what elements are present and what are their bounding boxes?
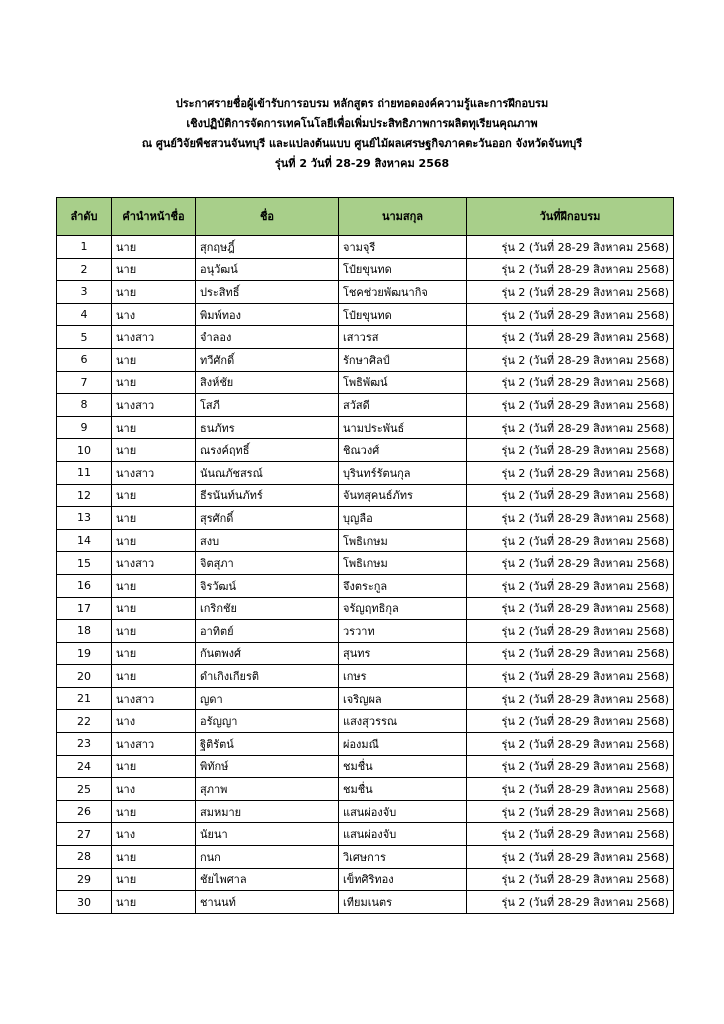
table-row xyxy=(57,348,674,371)
header-line-3: ณ ศูนย์วิจัยพืชสวนจันทบุรี และแปลงต้นแบบ ศูนย์ไม้ผลเศรษฐกิจภาคตะวันออก จังหวัดจันทบุรี xyxy=(141,137,583,150)
row-title: นาย xyxy=(112,258,196,281)
table-row xyxy=(57,439,674,462)
table-row xyxy=(57,620,674,643)
row-number: 22 xyxy=(57,710,112,733)
row-number: 28 xyxy=(57,846,112,869)
row-title: นางสาว xyxy=(112,687,196,710)
row-title: นาย xyxy=(112,846,196,869)
table-header-row xyxy=(57,198,674,236)
table-row xyxy=(57,665,674,688)
row-number: 27 xyxy=(57,823,112,846)
row-training-date: รุ่น 2 (วันที่ 28-29 สิงหาคม 2568) xyxy=(467,800,674,823)
row-last-name: โพธิพัฒน์ xyxy=(339,371,467,394)
table-row xyxy=(57,236,674,259)
row-number: 11 xyxy=(57,461,112,484)
row-training-date: รุ่น 2 (วันที่ 28-29 สิงหาคม 2568) xyxy=(467,778,674,801)
row-last-name: จามจุรี xyxy=(339,236,467,259)
row-training-date: รุ่น 2 (วันที่ 28-29 สิงหาคม 2568) xyxy=(467,891,674,914)
row-training-date: รุ่น 2 (วันที่ 28-29 สิงหาคม 2568) xyxy=(467,574,674,597)
col-header-training-date: วันที่ฝึกอบรม xyxy=(467,198,674,236)
row-last-name: ชิณวงศ์ xyxy=(339,439,467,462)
row-first-name: ฐิติรัตน์ xyxy=(196,733,339,756)
row-training-date: รุ่น 2 (วันที่ 28-29 สิงหาคม 2568) xyxy=(467,484,674,507)
row-first-name: สุภาพ xyxy=(196,778,339,801)
table-row xyxy=(57,281,674,304)
row-title: นาย xyxy=(112,416,196,439)
row-first-name: ธีรนันท์นภัทร์ xyxy=(196,484,339,507)
row-training-date: รุ่น 2 (วันที่ 28-29 สิงหาคม 2568) xyxy=(467,394,674,417)
table-row xyxy=(57,371,674,394)
row-last-name: สวัสดี xyxy=(339,394,467,417)
row-training-date: รุ่น 2 (วันที่ 28-29 สิงหาคม 2568) xyxy=(467,823,674,846)
row-first-name: อาทิตย์ xyxy=(196,620,339,643)
row-first-name: สุรศักดิ์ xyxy=(196,507,339,530)
row-first-name: ชัยไพศาล xyxy=(196,868,339,891)
row-title: นาย xyxy=(112,891,196,914)
row-title: นางสาว xyxy=(112,733,196,756)
row-title: นาย xyxy=(112,281,196,304)
table-row xyxy=(57,552,674,575)
row-first-name: จิรวัฒน์ xyxy=(196,574,339,597)
row-last-name: แสนผ่องจับ xyxy=(339,823,467,846)
table-row xyxy=(57,484,674,507)
row-first-name: โสภี xyxy=(196,394,339,417)
row-title: นาย xyxy=(112,597,196,620)
row-last-name: บุญลือ xyxy=(339,507,467,530)
row-training-date: รุ่น 2 (วันที่ 28-29 สิงหาคม 2568) xyxy=(467,258,674,281)
table-body xyxy=(57,236,674,914)
row-training-date: รุ่น 2 (วันที่ 28-29 สิงหาคม 2568) xyxy=(467,281,674,304)
row-number: 6 xyxy=(57,348,112,371)
row-first-name: ชานนท์ xyxy=(196,891,339,914)
row-number: 1 xyxy=(57,236,112,259)
row-first-name: จิตสุภา xyxy=(196,552,339,575)
col-header-first-name: ชื่อ xyxy=(196,198,339,236)
row-first-name: ธนภัทร xyxy=(196,416,339,439)
row-number: 7 xyxy=(57,371,112,394)
row-number: 24 xyxy=(57,755,112,778)
row-title: นาย xyxy=(112,665,196,688)
table-row xyxy=(57,868,674,891)
row-number: 5 xyxy=(57,326,112,349)
row-title: นาย xyxy=(112,348,196,371)
row-first-name: พิมพ์ทอง xyxy=(196,303,339,326)
row-number: 2 xyxy=(57,258,112,281)
header-line-4: รุ่นที่ 2 วันที่ 28-29 สิงหาคม 2568 xyxy=(274,157,450,170)
table-row xyxy=(57,326,674,349)
row-number: 9 xyxy=(57,416,112,439)
row-first-name: เกริกชัย xyxy=(196,597,339,620)
row-title: นาง xyxy=(112,778,196,801)
row-training-date: รุ่น 2 (วันที่ 28-29 สิงหาคม 2568) xyxy=(467,710,674,733)
row-last-name: เทียมเนตร xyxy=(339,891,467,914)
table-row xyxy=(57,823,674,846)
row-training-date: รุ่น 2 (วันที่ 28-29 สิงหาคม 2568) xyxy=(467,439,674,462)
row-first-name: ญดา xyxy=(196,687,339,710)
row-title: นาย xyxy=(112,620,196,643)
header-line-2: เชิงปฏิบัติการจัดการเทคโนโลยีเพื่อเพิ่มประสิทธิภาพการผลิตทุเรียนคุณภาพ xyxy=(186,117,538,130)
col-header-title: คำนำหน้าชื่อ xyxy=(112,198,196,236)
row-number: 30 xyxy=(57,891,112,914)
row-title: นาง xyxy=(112,303,196,326)
participant-table xyxy=(56,197,674,914)
row-first-name: สงบ xyxy=(196,529,339,552)
row-number: 25 xyxy=(57,778,112,801)
row-title: นาย xyxy=(112,529,196,552)
row-last-name: ผ่องมณี xyxy=(339,733,467,756)
table-row xyxy=(57,529,674,552)
table-row xyxy=(57,507,674,530)
row-training-date: รุ่น 2 (วันที่ 28-29 สิงหาคม 2568) xyxy=(467,371,674,394)
row-title: นางสาว xyxy=(112,552,196,575)
row-last-name: ชมชื่น xyxy=(339,755,467,778)
row-last-name: จรัญฤทธิกุล xyxy=(339,597,467,620)
table-row xyxy=(57,574,674,597)
row-title: นาย xyxy=(112,642,196,665)
table-row xyxy=(57,642,674,665)
row-training-date: รุ่น 2 (วันที่ 28-29 สิงหาคม 2568) xyxy=(467,303,674,326)
row-number: 16 xyxy=(57,574,112,597)
row-number: 19 xyxy=(57,642,112,665)
row-first-name: อรัญญา xyxy=(196,710,339,733)
row-training-date: รุ่น 2 (วันที่ 28-29 สิงหาคม 2568) xyxy=(467,665,674,688)
row-first-name: นันณภัชสรณ์ xyxy=(196,461,339,484)
row-number: 21 xyxy=(57,687,112,710)
row-title: นาย xyxy=(112,755,196,778)
row-last-name: เจริญผล xyxy=(339,687,467,710)
row-training-date: รุ่น 2 (วันที่ 28-29 สิงหาคม 2568) xyxy=(467,348,674,371)
table-row xyxy=(57,778,674,801)
row-first-name: อนุวัฒน์ xyxy=(196,258,339,281)
row-training-date: รุ่น 2 (วันที่ 28-29 สิงหาคม 2568) xyxy=(467,687,674,710)
row-training-date: รุ่น 2 (วันที่ 28-29 สิงหาคม 2568) xyxy=(467,733,674,756)
row-number: 4 xyxy=(57,303,112,326)
row-training-date: รุ่น 2 (วันที่ 28-29 สิงหาคม 2568) xyxy=(467,642,674,665)
row-title: นาย xyxy=(112,507,196,530)
row-title: นาย xyxy=(112,868,196,891)
row-last-name: วรวาท xyxy=(339,620,467,643)
row-title: นาย xyxy=(112,371,196,394)
row-last-name: แสงสุวรรณ xyxy=(339,710,467,733)
row-first-name: พิทักษ์ xyxy=(196,755,339,778)
row-training-date: รุ่น 2 (วันที่ 28-29 สิงหาคม 2568) xyxy=(467,620,674,643)
row-number: 29 xyxy=(57,868,112,891)
row-title: นาย xyxy=(112,236,196,259)
row-last-name: จึงตระกูล xyxy=(339,574,467,597)
table-row xyxy=(57,755,674,778)
row-number: 20 xyxy=(57,665,112,688)
header-line-1: ประกาศรายชื่อผู้เข้ารับการอบรม หลักสูตร ถ่ายทอดองค์ความรู้และการฝึกอบรม xyxy=(175,97,549,110)
row-number: 8 xyxy=(57,394,112,417)
table-row xyxy=(57,416,674,439)
col-header-no: ลำดับ xyxy=(57,198,112,236)
row-last-name: สุนทร xyxy=(339,642,467,665)
row-training-date: รุ่น 2 (วันที่ 28-29 สิงหาคม 2568) xyxy=(467,529,674,552)
row-training-date: รุ่น 2 (วันที่ 28-29 สิงหาคม 2568) xyxy=(467,868,674,891)
row-last-name: เสาวรส xyxy=(339,326,467,349)
row-training-date: รุ่น 2 (วันที่ 28-29 สิงหาคม 2568) xyxy=(467,552,674,575)
row-number: 12 xyxy=(57,484,112,507)
table-row xyxy=(57,394,674,417)
row-number: 18 xyxy=(57,620,112,643)
row-last-name: โป๋ยขุนทด xyxy=(339,303,467,326)
row-training-date: รุ่น 2 (วันที่ 28-29 สิงหาคม 2568) xyxy=(467,846,674,869)
row-last-name: โพธิเกษม xyxy=(339,552,467,575)
row-number: 15 xyxy=(57,552,112,575)
row-number: 26 xyxy=(57,800,112,823)
col-header-last-name: นามสกุล xyxy=(339,198,467,236)
row-first-name: สิงห์ชัย xyxy=(196,371,339,394)
row-last-name: นามประพันธ์ xyxy=(339,416,467,439)
table-row xyxy=(57,597,674,620)
row-number: 13 xyxy=(57,507,112,530)
row-number: 3 xyxy=(57,281,112,304)
row-first-name: ดำเกิงเกียรติ xyxy=(196,665,339,688)
row-training-date: รุ่น 2 (วันที่ 28-29 สิงหาคม 2568) xyxy=(467,507,674,530)
row-training-date: รุ่น 2 (วันที่ 28-29 สิงหาคม 2568) xyxy=(467,326,674,349)
row-title: นาง xyxy=(112,823,196,846)
row-first-name: ประสิทธิ์ xyxy=(196,281,339,304)
row-title: นางสาว xyxy=(112,326,196,349)
row-first-name: จำลอง xyxy=(196,326,339,349)
row-training-date: รุ่น 2 (วันที่ 28-29 สิงหาคม 2568) xyxy=(467,755,674,778)
table-row xyxy=(57,258,674,281)
row-last-name: โพธิเกษม xyxy=(339,529,467,552)
row-last-name: วิเศษการ xyxy=(339,846,467,869)
row-first-name: นัยนา xyxy=(196,823,339,846)
table-row xyxy=(57,461,674,484)
row-title: นาย xyxy=(112,484,196,507)
announcement-header xyxy=(0,94,724,174)
row-first-name: กนก xyxy=(196,846,339,869)
row-training-date: รุ่น 2 (วันที่ 28-29 สิงหาคม 2568) xyxy=(467,416,674,439)
row-first-name: สมหมาย xyxy=(196,800,339,823)
table-row xyxy=(57,303,674,326)
row-title: นางสาว xyxy=(112,394,196,417)
row-first-name: ทวีศักดิ์ xyxy=(196,348,339,371)
row-training-date: รุ่น 2 (วันที่ 28-29 สิงหาคม 2568) xyxy=(467,597,674,620)
table-row xyxy=(57,800,674,823)
row-title: นางสาว xyxy=(112,461,196,484)
row-title: นาย xyxy=(112,574,196,597)
row-last-name: เข็ทศิริทอง xyxy=(339,868,467,891)
row-last-name: โชคช่วยพัฒนากิจ xyxy=(339,281,467,304)
table-row xyxy=(57,733,674,756)
row-number: 14 xyxy=(57,529,112,552)
row-last-name: ชมชื่น xyxy=(339,778,467,801)
row-number: 17 xyxy=(57,597,112,620)
row-first-name: สุกฤษฎิ์ xyxy=(196,236,339,259)
row-last-name: รักษาศิลป์ xyxy=(339,348,467,371)
table-row xyxy=(57,891,674,914)
row-first-name: ณรงค์ฤทธิ์ xyxy=(196,439,339,462)
table-row xyxy=(57,710,674,733)
row-last-name: บุรินทร์รัตนกุล xyxy=(339,461,467,484)
row-number: 10 xyxy=(57,439,112,462)
row-last-name: แสนผ่องจับ xyxy=(339,800,467,823)
row-number: 23 xyxy=(57,733,112,756)
row-last-name: โป๋ยขุนทด xyxy=(339,258,467,281)
row-title: นาง xyxy=(112,710,196,733)
row-last-name: จันทสุคนธ์ภัทร xyxy=(339,484,467,507)
row-title: นาย xyxy=(112,800,196,823)
table-row xyxy=(57,846,674,869)
row-training-date: รุ่น 2 (วันที่ 28-29 สิงหาคม 2568) xyxy=(467,461,674,484)
table-row xyxy=(57,687,674,710)
row-first-name: กันตพงศ์ xyxy=(196,642,339,665)
row-last-name: เกษร xyxy=(339,665,467,688)
row-training-date: รุ่น 2 (วันที่ 28-29 สิงหาคม 2568) xyxy=(467,236,674,259)
row-title: นาย xyxy=(112,439,196,462)
